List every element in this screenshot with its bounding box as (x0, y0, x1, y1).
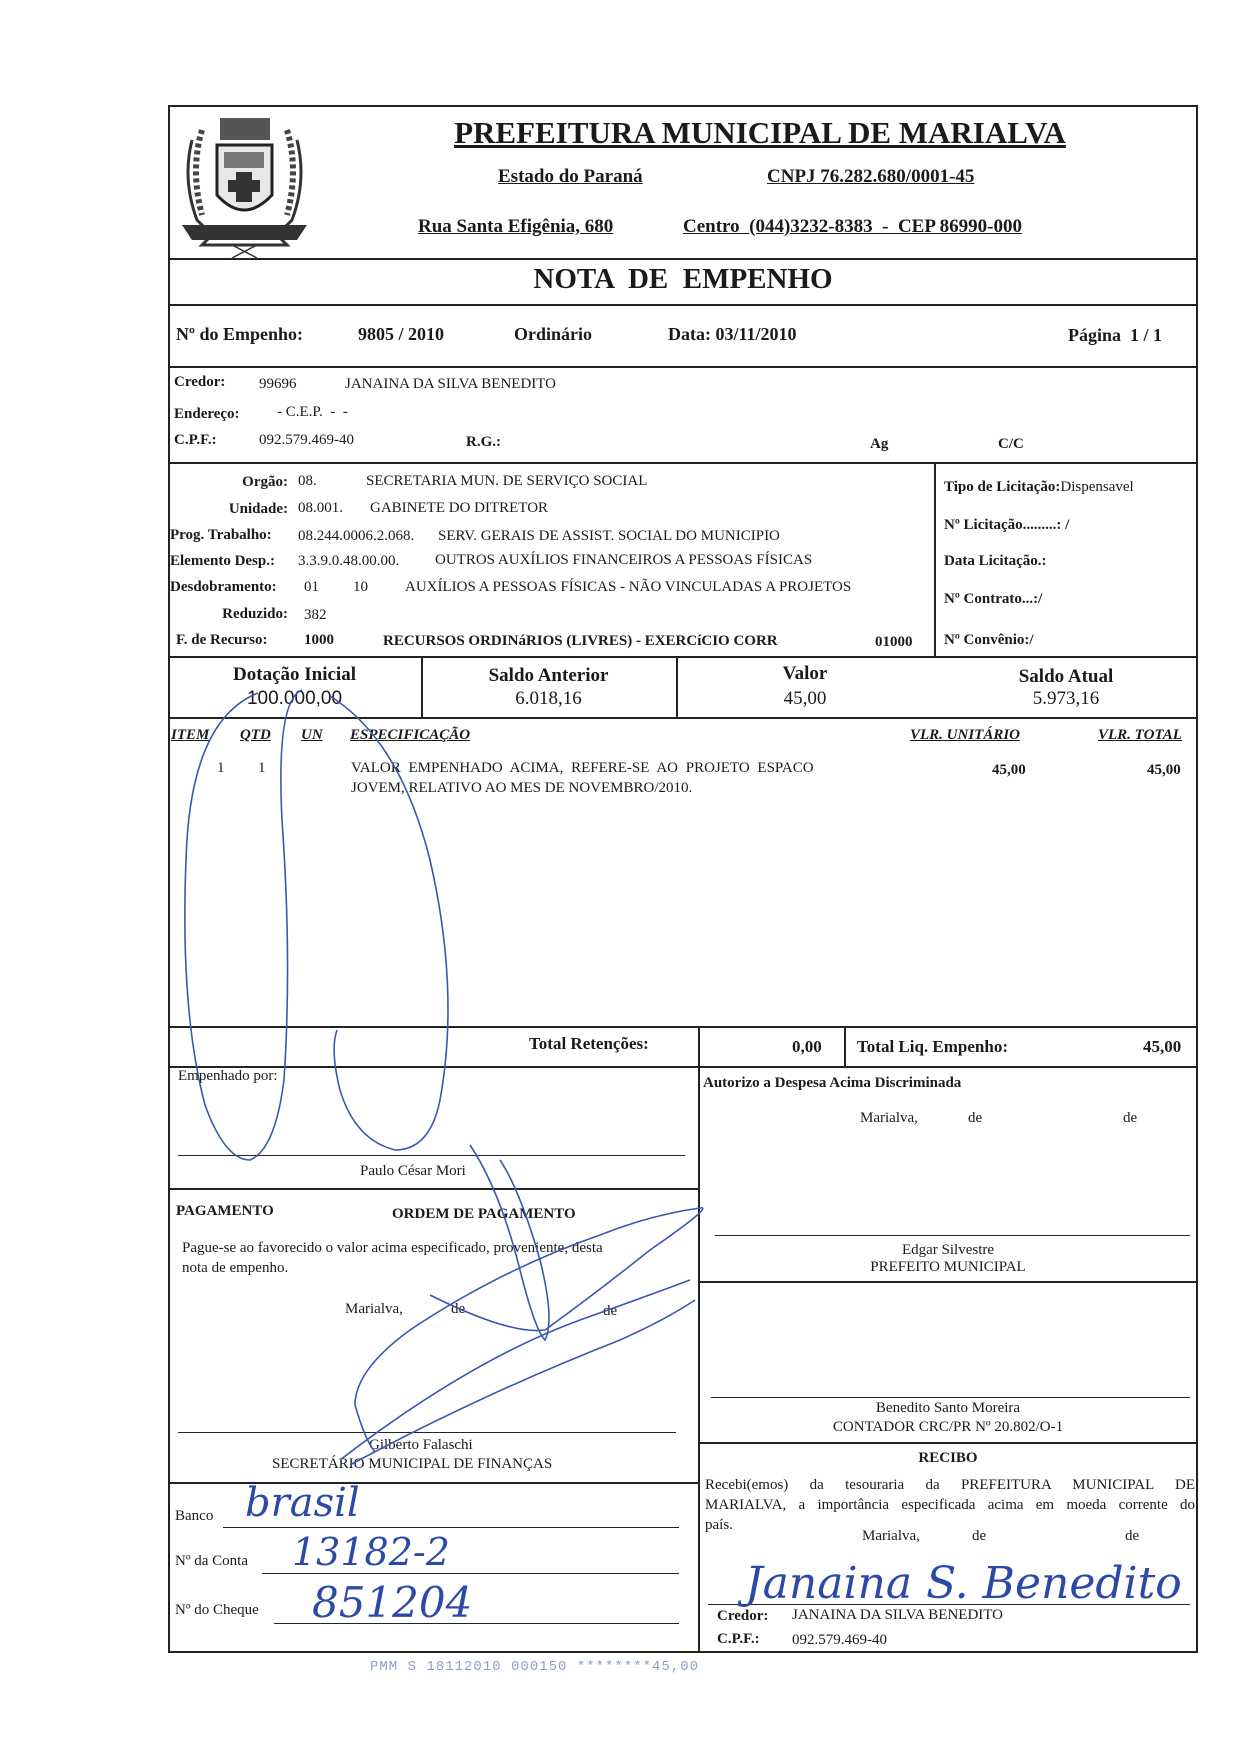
pagamento-de2: de (603, 1303, 618, 1319)
contract-number: Nº Contrato...:/ (944, 591, 1043, 607)
prefeito-name: Edgar Silvestre (901, 1242, 995, 1258)
item-number: 1 (217, 760, 225, 776)
pague-text-line2: nota de empenho. (182, 1260, 289, 1276)
state-label: Estado do Paraná (498, 166, 643, 187)
col-total-value: VLR. TOTAL (1098, 727, 1182, 743)
saldo-atual-value: 5.973,16 (1032, 688, 1100, 709)
credor-code: 99696 (259, 376, 297, 392)
account-label: C/C (998, 436, 1024, 452)
machine-stamp: PMM S 18112010 000150 ********45,00 (370, 1659, 700, 1675)
desdobramento-desc: AUXÍLIOS A PESSOAS FÍSICAS - NÃO VINCULADAS A PROJETOS (405, 579, 852, 595)
orgao-code: 08. (298, 473, 317, 489)
recibo-text-line1: Recebi(emos) da tesouraria da PREFEITURA MUNICIPAL DE (705, 1477, 1195, 1493)
recurso-desc: RECURSOS ORDINáRIOS (LIVRES) - EXERCíCIO CORR (383, 633, 778, 649)
conta-handwritten-value: 13182-2 (292, 1530, 450, 1574)
prog-code: 08.244.0006.2.068. (298, 528, 415, 544)
licitacao-type: Tipo de Licitação:Dispensavel (944, 479, 1134, 495)
agency-label: Ag (870, 436, 889, 452)
desdobramento-code2: 10 (353, 579, 368, 595)
licitacao-number: Nº Licitação.........: / (944, 517, 1070, 533)
orgao-label: Orgão: (242, 474, 288, 490)
empenho-date: Data: 03/11/2010 (668, 324, 797, 344)
empenho-type: Ordinário (514, 324, 593, 344)
contact-label: Centro (044)3232-8383 - CEP 86990-000 (683, 216, 1022, 237)
dotacao-inicial-label: Dotação Inicial (233, 664, 356, 685)
page-number: Página 1 / 1 (1068, 325, 1163, 345)
col-un: UN (301, 727, 323, 743)
item-desc-line2: JOVEM, RELATIVO AO MES DE NOVEMBRO/2010. (351, 780, 693, 796)
elemento-code: 3.3.9.0.48.00.00. (298, 553, 400, 569)
orgao-desc: SECRETARIA MUN. DE SERVIÇO SOCIAL (366, 473, 648, 489)
banco-label: Banco (175, 1508, 214, 1524)
recibo-de2: de (1125, 1528, 1140, 1544)
cheque-handwritten-value: 851204 (312, 1578, 473, 1627)
empenho-number: 9805 / 2010 (358, 324, 445, 344)
document-title: NOTA DE EMPENHO (533, 263, 833, 295)
conta-label: Nº da Conta (175, 1553, 248, 1569)
cnpj-label: CNPJ 76.282.680/0001-45 (767, 166, 975, 187)
prog-desc: SERV. GERAIS DE ASSIST. SOCIAL DO MUNICIPIO (438, 528, 780, 544)
item-desc-line1: VALOR EMPENHADO ACIMA, REFERE-SE AO PROJETO ESPACO (351, 760, 814, 776)
pagamento-label: PAGAMENTO (176, 1203, 274, 1219)
recibo-credor-name: JANAINA DA SILVA BENEDITO (792, 1607, 1003, 1623)
ordem-pagamento-label: ORDEM DE PAGAMENTO (392, 1206, 576, 1222)
gilberto-signatory: Gilberto Falaschi (369, 1437, 473, 1453)
recurso-code: 1000 (304, 632, 334, 648)
empenho-label: Nº do Empenho: (176, 324, 303, 344)
col-item: ITEM (171, 727, 210, 743)
recibo-cpf-label: C.P.F.: (717, 1631, 760, 1647)
dotacao-inicial-value: 100.000,00 (246, 688, 343, 709)
banco-handwritten-value: brasil (245, 1480, 360, 1526)
contador-title: CONTADOR CRC/PR Nº 20.802/O-1 (832, 1419, 1064, 1435)
recurso-label: F. de Recurso: (176, 632, 268, 648)
recurso-code2: 01000 (875, 634, 913, 650)
col-qtd: QTD (240, 727, 271, 743)
recibo-text-line3: país. (705, 1517, 733, 1533)
liquido-label: Total Liq. Empenho: (857, 1037, 1008, 1056)
endereco-value: - C.E.P. - - (277, 404, 348, 420)
valor-value: 45,00 (783, 688, 827, 709)
saldo-atual-label: Saldo Atual (1018, 666, 1114, 687)
col-especificacao: ESPECIFICAÇÃO (350, 727, 471, 743)
saldo-anterior-label: Saldo Anterior (488, 665, 609, 686)
elemento-desc: OUTROS AUXÍLIOS FINANCEIROS A PESSOAS FÍSICAS (435, 552, 813, 568)
reduzido-value: 382 (304, 607, 327, 623)
pagamento-de1: de (451, 1301, 466, 1317)
endereco-label: Endereço: (174, 406, 240, 422)
rg-label: R.G.: (466, 434, 501, 450)
convenio-number: Nº Convênio:/ (944, 632, 1034, 648)
saldo-anterior-value: 6.018,16 (515, 688, 582, 709)
licitacao-date: Data Licitação.: (944, 553, 1047, 569)
elemento-label: Elemento Desp.: (170, 553, 275, 569)
autorizo-city: Marialva, (860, 1110, 918, 1126)
credor-signature: Janaina S. Benedito (745, 1558, 1182, 1609)
liquido-value: 45,00 (1143, 1037, 1182, 1056)
unidade-code: 08.001. (298, 500, 343, 516)
empenhado-por-label: Empenhado por: (178, 1068, 278, 1084)
contador-name: Benedito Santo Moreira (875, 1400, 1021, 1416)
item-total-value: 45,00 (1147, 762, 1181, 778)
recibo-city: Marialva, (862, 1528, 920, 1544)
address-label: Rua Santa Efigênia, 680 (418, 216, 614, 237)
coat-of-arms-icon (172, 100, 317, 258)
recibo-credor-label: Credor: (717, 1608, 769, 1624)
unidade-desc: GABINETE DO DITRETOR (370, 500, 549, 516)
autorizo-label: Autorizo a Despesa Acima Discriminada (703, 1075, 962, 1091)
cheque-label: Nº do Cheque (175, 1602, 259, 1618)
autorizo-de2: de (1123, 1110, 1138, 1126)
col-unit-value: VLR. UNITÁRIO (910, 727, 1021, 743)
pagamento-city: Marialva, (345, 1301, 403, 1317)
prefeito-title: PREFEITO MUNICIPAL (870, 1259, 1026, 1275)
item-qtd: 1 (258, 760, 266, 776)
recibo-text-line2: MARIALVA, a importância especificada acima em moeda corrente do (705, 1497, 1195, 1513)
secretario-title: SECRETÁRIO MUNICIPAL DE FINANÇAS (272, 1456, 553, 1472)
desdobramento-code1: 01 (304, 579, 319, 595)
municipality-title: PREFEITURA MUNICIPAL DE MARIALVA (454, 115, 1066, 150)
valor-label: Valor (782, 663, 828, 684)
credor-name: JANAINA DA SILVA BENEDITO (345, 376, 556, 392)
desdobramento-label: Desdobramento: (170, 579, 277, 595)
recibo-title: RECIBO (918, 1450, 978, 1466)
paulo-signatory: Paulo César Mori (360, 1163, 466, 1179)
credor-label: Credor: (174, 374, 226, 390)
cpf-label: C.P.F.: (174, 432, 217, 448)
retencoes-label: Total Retenções: (529, 1034, 649, 1053)
reduzido-label: Reduzido: (222, 606, 288, 622)
item-unit-value: 45,00 (992, 762, 1026, 778)
retencoes-value: 0,00 (792, 1037, 822, 1056)
recibo-de1: de (972, 1528, 987, 1544)
pague-text-line1: Pague-se ao favorecido o valor acima especificado, proveniente, desta (182, 1240, 603, 1256)
prog-label: Prog. Trabalho: (170, 527, 272, 543)
cpf-value: 092.579.469-40 (259, 432, 354, 448)
recibo-cpf-value: 092.579.469-40 (792, 1632, 887, 1648)
autorizo-de1: de (968, 1110, 983, 1126)
unidade-label: Unidade: (228, 501, 288, 517)
